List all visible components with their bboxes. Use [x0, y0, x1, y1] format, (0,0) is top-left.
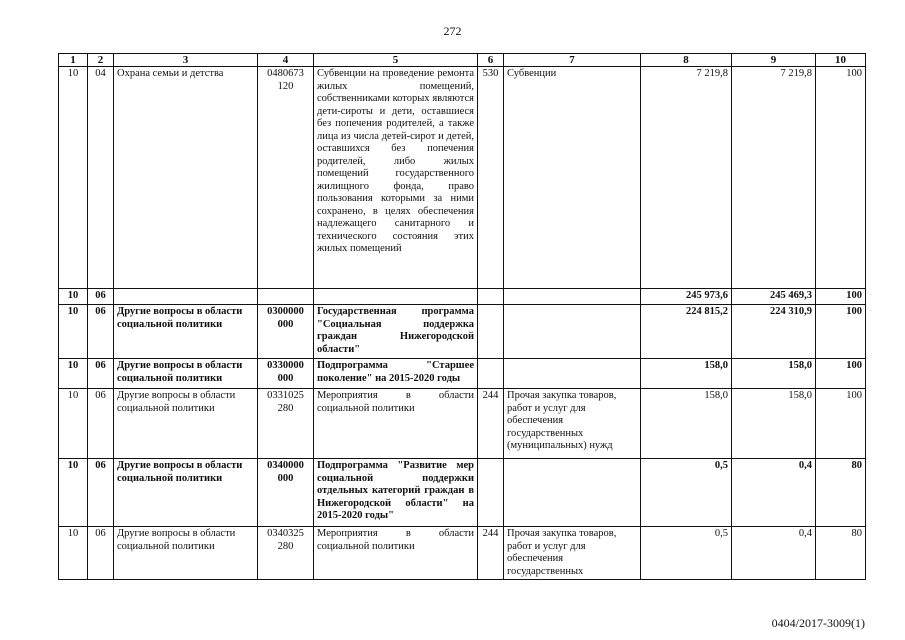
cell-executed: 158,0: [732, 359, 816, 389]
cell-planned: 0,5: [641, 527, 732, 580]
col-header-7: 7: [504, 54, 641, 67]
cell-percent: 100: [816, 305, 866, 359]
cell-section-name: Другие вопросы в области социальной политики: [114, 527, 258, 580]
col-header-1: 1: [59, 54, 88, 67]
cell-target-code: 0331025 280: [258, 389, 314, 459]
table-row: [59, 305, 866, 359]
cell-section: 10: [59, 389, 88, 459]
cell-target-code: [258, 289, 314, 305]
cell-executed: 7 219,8: [732, 67, 816, 289]
cell-expense-code: 244: [478, 389, 504, 459]
cell-expense-name: Прочая закупка товаров, работ и услуг для обеспечения государственных (муниципальных) нужд: [504, 389, 641, 459]
cell-planned: 158,0: [641, 359, 732, 389]
cell-section-name: Охрана семьи и детства: [114, 67, 258, 289]
cell-section: 10: [59, 67, 88, 289]
cell-section-name: Другие вопросы в области социальной политики: [114, 389, 258, 459]
cell-subsection: 06: [88, 305, 114, 359]
col-header-6: 6: [478, 54, 504, 67]
cell-planned: 7 219,8: [641, 67, 732, 289]
cell-subsection: 06: [88, 459, 114, 527]
page-number: 272: [443, 24, 462, 38]
cell-section: 10: [59, 459, 88, 527]
col-header-10: 10: [816, 54, 866, 67]
cell-target-name: Мероприятия в области социальной политики: [314, 527, 478, 580]
cell-target-code: 0340000 000: [258, 459, 314, 527]
cell-section-name: Другие вопросы в области социальной политики: [114, 459, 258, 527]
cell-expense-name: [504, 459, 641, 527]
table-row: [59, 389, 866, 459]
table-row: [59, 459, 866, 527]
cell-section: 10: [59, 305, 88, 359]
col-header-5: 5: [314, 54, 478, 67]
cell-section-name: [114, 289, 258, 305]
cell-percent: 100: [816, 67, 866, 289]
cell-expense-name: [504, 359, 641, 389]
cell-expense-name: [504, 305, 641, 359]
header-row: [59, 54, 866, 67]
cell-subsection: 06: [88, 289, 114, 305]
cell-expense-code: [478, 305, 504, 359]
cell-target-name: Субвенции на проведение ремонта жилых помещений, собственниками которых являются дети-сироты и дети, оставшиеся без попечения родителей, а также лица из числа детей-сирот и детей, оставшихся без попечения родителей, либо жилых помещений государственного жилищного фонда, право пользования которыми за ними сохранено, в целях обеспечения надлежащего санитарного и технического состояния этих жилых помещений: [314, 67, 478, 289]
cell-subsection: 06: [88, 359, 114, 389]
budget-table: [58, 53, 866, 580]
cell-percent: 100: [816, 289, 866, 305]
col-header-2: 2: [88, 54, 114, 67]
cell-executed: 0,4: [732, 527, 816, 580]
cell-section: 10: [59, 527, 88, 580]
cell-percent: 80: [816, 459, 866, 527]
cell-section-name: Другие вопросы в области социальной политики: [114, 305, 258, 359]
cell-target-code: 0300000 000: [258, 305, 314, 359]
cell-section-name: Другие вопросы в области социальной политики: [114, 359, 258, 389]
cell-expense-code: [478, 459, 504, 527]
col-header-8: 8: [641, 54, 732, 67]
cell-planned: 0,5: [641, 459, 732, 527]
table-row: [59, 359, 866, 389]
cell-expense-code: [478, 289, 504, 305]
cell-subsection: 06: [88, 527, 114, 580]
cell-expense-name: [504, 289, 641, 305]
cell-executed: 224 310,9: [732, 305, 816, 359]
cell-percent: 100: [816, 389, 866, 459]
document-code: 0404/2017-3009(1): [771, 616, 865, 630]
cell-planned: 224 815,2: [641, 305, 732, 359]
cell-target-code: 0480673 120: [258, 67, 314, 289]
cell-expense-code: [478, 359, 504, 389]
col-header-4: 4: [258, 54, 314, 67]
cell-executed: 158,0: [732, 389, 816, 459]
cell-target-name: Мероприятия в области социальной политики: [314, 389, 478, 459]
cell-planned: 158,0: [641, 389, 732, 459]
col-header-9: 9: [732, 54, 816, 67]
cell-target-code: 0340325 280: [258, 527, 314, 580]
cell-expense-name: Субвенции: [504, 67, 641, 289]
cell-target-code: 0330000 000: [258, 359, 314, 389]
cell-executed: 0,4: [732, 459, 816, 527]
cell-section: 10: [59, 289, 88, 305]
cell-percent: 80: [816, 527, 866, 580]
cell-percent: 100: [816, 359, 866, 389]
table-row: [59, 289, 866, 305]
table-row: [59, 67, 866, 289]
cell-target-name: Подпрограмма "Развитие мер социальной поддержки отдельных категорий граждан в Нижегородской области" на 2015-2020 годы": [314, 459, 478, 527]
cell-section: 10: [59, 359, 88, 389]
cell-executed: 245 469,3: [732, 289, 816, 305]
cell-target-name: Подпрограмма "Старшее поколение" на 2015-2020 годы: [314, 359, 478, 389]
cell-expense-code: 530: [478, 67, 504, 289]
cell-target-name: Государственная программа "Социальная поддержка граждан Нижегородской области": [314, 305, 478, 359]
cell-subsection: 04: [88, 67, 114, 289]
table-row: [59, 527, 866, 580]
col-header-3: 3: [114, 54, 258, 67]
cell-target-name: [314, 289, 478, 305]
cell-expense-name: Прочая закупка товаров, работ и услуг для обеспечения государственных: [504, 527, 641, 580]
cell-subsection: 06: [88, 389, 114, 459]
cell-expense-code: 244: [478, 527, 504, 580]
cell-planned: 245 973,6: [641, 289, 732, 305]
